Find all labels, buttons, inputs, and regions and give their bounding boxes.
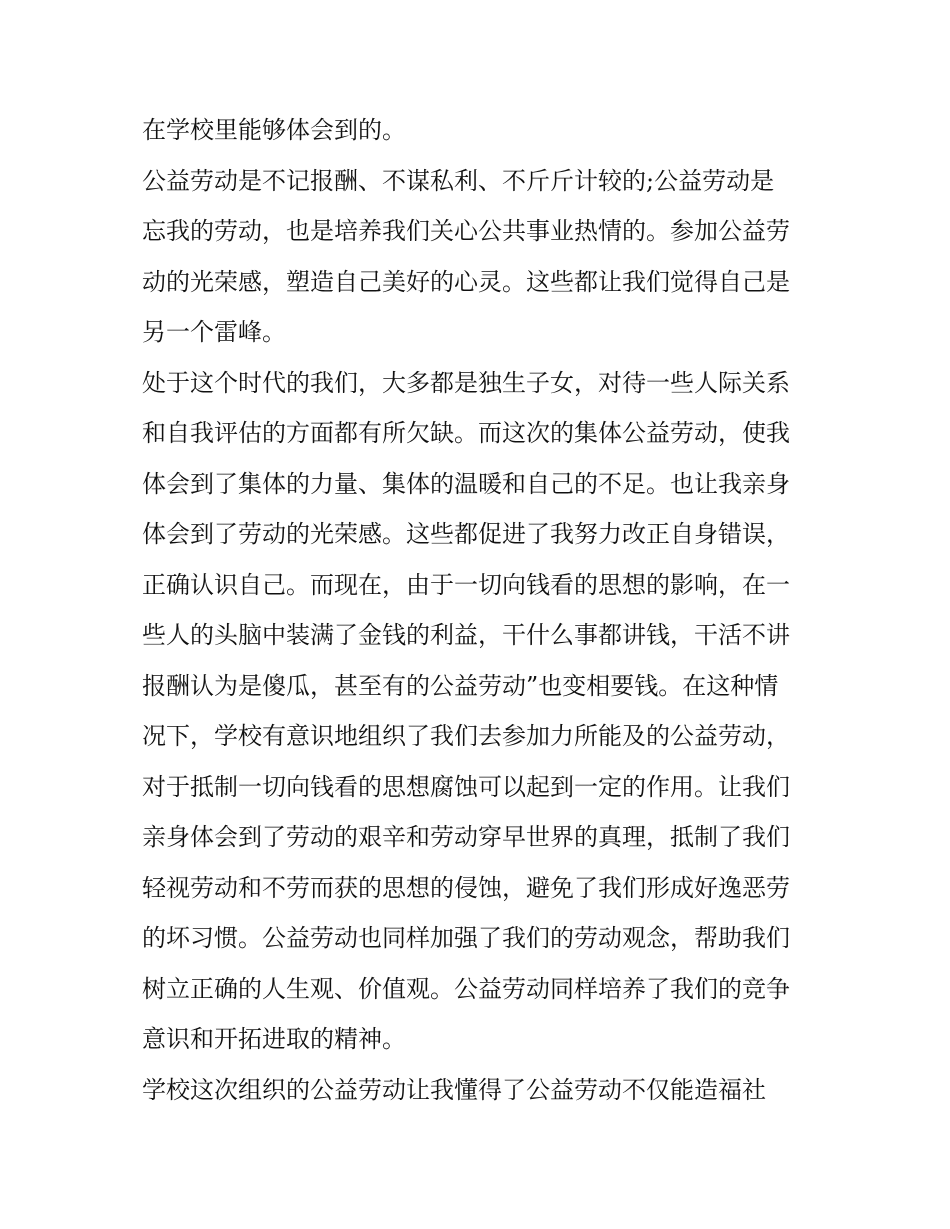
text-line: 轻视劳动和不劳而获的思想的侵蚀，避免了我们形成好逸恶劳 — [142, 873, 790, 902]
text-line: 些人的头脑中装满了金钱的利益，干什么事都讲钱，干活不讲 — [142, 621, 790, 649]
text-line: 处于这个时代的我们，大多都是独生子女，对待一些人际关系 — [142, 368, 790, 397]
text-line: 亲身体会到了劳动的艰辛和劳动穿早世界的真理，抵制了我们 — [142, 823, 790, 851]
text-line: 学校这次组织的公益劳动让我懂得了公益劳动不仅能造福社 — [142, 1075, 766, 1104]
text-line: 体会到了集体的力量、集体的温暖和自己的不足。也让我亲身 — [142, 469, 790, 498]
text-line: 体会到了劳动的光荣感。这些都促进了我努力改正自身错误， — [142, 520, 790, 548]
text-line: 况下，学校有意识地组织了我们去参加力所能及的公益劳动， — [142, 722, 790, 750]
text-line: 正确认识自己。而现在，由于一切向钱看的思想的影响，在一 — [142, 570, 790, 599]
text-line: 另一个雷峰。 — [142, 318, 286, 346]
text-line: 公益劳动是不记报酬、不谋私利、不斤斤计较的;公益劳动是 — [142, 166, 775, 195]
text-line: 动的光荣感，塑造自己美好的心灵。这些都让我们觉得自己是 — [142, 267, 790, 296]
text-line: 和自我评估的方面都有所欠缺。而这次的集体公益劳动，使我 — [142, 419, 790, 447]
text-line: 树立正确的人生观、价值观。公益劳动同样培养了我们的竞争 — [142, 974, 790, 1003]
body-text — [142, 105, 822, 1115]
text-line: 在学校里能够体会到的。 — [142, 116, 406, 144]
text-line: 忘我的劳动，也是培养我们关心公共事业热情的。参加公益劳 — [142, 217, 790, 245]
text-line: 意识和开拓进取的精神。 — [142, 1025, 406, 1053]
text-line: 对于抵制一切向钱看的思想腐蚀可以起到一定的作用。让我们 — [142, 772, 790, 801]
text-line: 报酬认为是傻瓜，甚至有的公益劳动”也变相要钱。在这种情 — [142, 671, 779, 700]
text-line: 的坏习惯。公益劳动也同样加强了我们的劳动观念，帮助我们 — [142, 924, 790, 952]
